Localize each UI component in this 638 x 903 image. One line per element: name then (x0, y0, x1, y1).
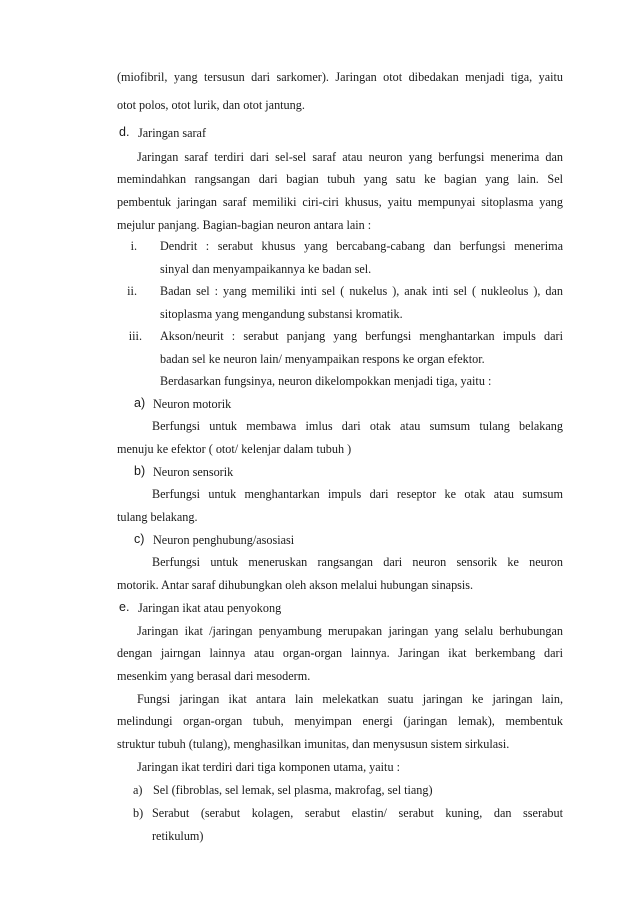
list-item-sel: Sel (fibroblas, sel lemak, sel plasma, makrofag, sel tiang) (153, 783, 433, 797)
list-marker: a) (133, 783, 143, 797)
list-number: ii. (127, 284, 137, 298)
list-item-continuation: retikulum) (152, 829, 204, 843)
sub-marker-c: c) (134, 532, 145, 546)
text-line: mesenkim yang berasal dari mesoderm. (117, 669, 311, 683)
text-line: pembentuk jaringan saraf memiliki ciri-ciri khusus, yaitu mempunyai sitoplasma yang (117, 195, 563, 209)
section-marker-e: e. (119, 600, 130, 614)
list-number: i. (130, 239, 137, 253)
text-line: tulang belakang. (117, 510, 198, 524)
sub-heading-neuron-sensorik: Neuron sensorik (153, 465, 234, 479)
text-line: melindungi organ-organ tubuh, menyimpan energi (jaringan lemak), membentuk (117, 714, 563, 728)
sub-marker-a: a) (134, 396, 146, 410)
text-line: struktur tubuh (tulang), menghasilkan imunitas, dan menysusun sistem sirkulasi. (117, 737, 510, 751)
list-item-dendrit: Dendrit : serabut khusus yang bercabang-cabang dan berfungsi menerima (160, 239, 563, 253)
text-line: Fungsi jaringan ikat antara lain melekatkan suatu jaringan ke jaringan lain, (137, 692, 563, 706)
text-line: memindahkan rangsangan dari bagian tubuh yang satu ke bagian yang lain. Sel (117, 172, 563, 186)
text-line: mejulur panjang. Bagian-bagian neuron antara lain : (117, 218, 372, 232)
text-line: (miofibril, yang tersusun dari sarkomer). Jaringan otot dibedakan menjadi tiga, yaitu (117, 70, 563, 84)
text-line: Berfungsi untuk meneruskan rangsangan dari neuron sensorik ke neuron (152, 555, 563, 569)
text-line: dengan jairngan lainnya atau organ-organ lainnya. Jaringan ikat berkembang dari (117, 646, 563, 660)
text-line: Jaringan saraf terdiri dari sel-sel saraf atau neuron yang berfungsi menerima dan (137, 150, 563, 164)
text-line: Jaringan ikat terdiri dari tiga komponen utama, yaitu : (137, 760, 400, 774)
list-item-continuation: sitoplasma yang mengandung substansi kromatik. (160, 307, 403, 321)
text-line: otot polos, otot lurik, dan otot jantung. (117, 98, 305, 112)
list-number: iii. (128, 329, 142, 343)
text-line: Berfungsi untuk menghantarkan impuls dari reseptor ke otak atau sumsum (152, 487, 563, 501)
text-line: motorik. Antar saraf dihubungkan oleh akson melalui hubungan sinapsis. (117, 578, 474, 592)
list-item-serabut: Serabut (serabut kolagen, serabut elastin/ serabut kuning, dan sserabut (152, 806, 563, 820)
section-heading-jaringan-ikat: Jaringan ikat atau penyokong (138, 601, 282, 615)
list-item-badan-sel: Badan sel : yang memiliki inti sel ( nukelus ), anak inti sel ( nukleolus ), dan (160, 284, 563, 298)
sub-marker-b: b) (134, 464, 146, 478)
text-line: Jaringan ikat /jaringan penyambung merupakan jaringan yang selalu berhubungan (137, 624, 563, 638)
list-item-continuation: sinyal dan menyampaikannya ke badan sel. (160, 262, 372, 276)
list-marker: b) (133, 806, 144, 820)
section-marker-d: d. (119, 125, 130, 139)
text-line: Berfungsi untuk membawa imlus dari otak atau sumsum tulang belakang (152, 419, 563, 433)
list-item-continuation: badan sel ke neuron lain/ menyampaikan respons ke organ efektor. (160, 352, 485, 366)
section-heading-jaringan-saraf: Jaringan saraf (138, 126, 207, 140)
text-line: Berdasarkan fungsinya, neuron dikelompokkan menjadi tiga, yaitu : (160, 374, 492, 388)
text-line: menuju ke efektor ( otot/ kelenjar dalam tubuh ) (117, 442, 352, 456)
sub-heading-neuron-penghubung: Neuron penghubung/asosiasi (153, 533, 295, 547)
list-item-akson: Akson/neurit : serabut panjang yang berfungsi menghantarkan impuls dari (160, 329, 563, 343)
sub-heading-neuron-motorik: Neuron motorik (153, 397, 232, 411)
